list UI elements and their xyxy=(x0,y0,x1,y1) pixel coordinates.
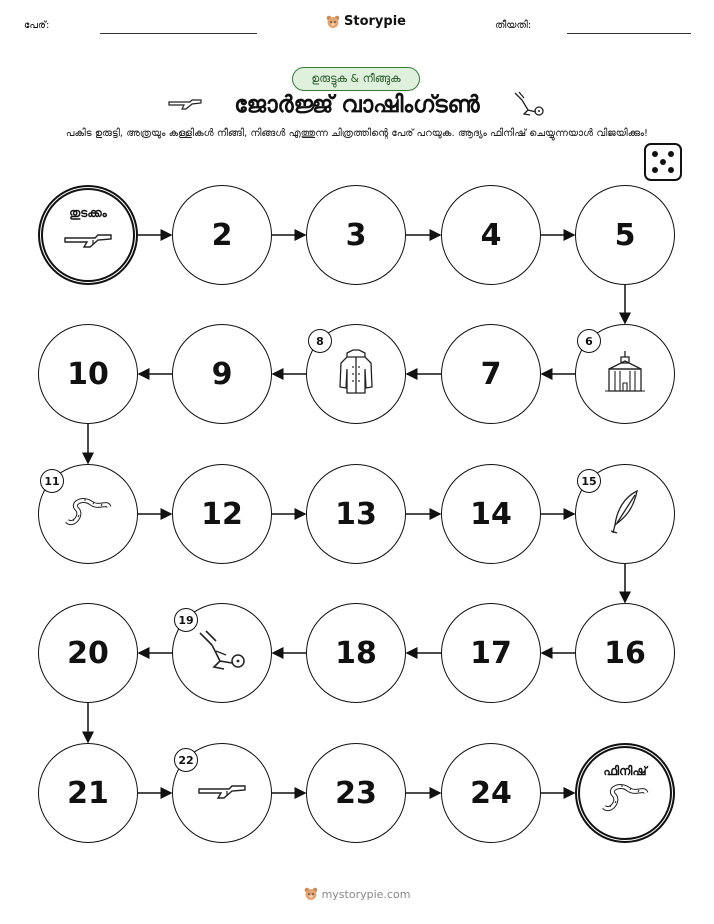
coat-icon xyxy=(337,347,375,401)
space-number-badge: 15 xyxy=(577,469,601,493)
board-space-13[interactable] xyxy=(306,464,406,564)
plow-icon xyxy=(196,629,248,677)
space-number: 10 xyxy=(67,356,109,392)
space-number: 12 xyxy=(201,496,243,532)
space-number: 16 xyxy=(604,635,646,671)
board-space-21[interactable] xyxy=(38,743,138,843)
board-space-2[interactable] xyxy=(172,185,272,285)
brand-name: Storypie xyxy=(344,14,406,29)
board-space-9[interactable] xyxy=(172,324,272,424)
bear-icon xyxy=(304,887,318,901)
space-number: 23 xyxy=(335,775,377,811)
space-number: 3 xyxy=(345,217,367,253)
board-space-16[interactable] xyxy=(575,603,675,703)
space-number-badge: 11 xyxy=(40,469,64,493)
start-label: തുടക്കം xyxy=(69,206,107,220)
board-space-12[interactable] xyxy=(172,464,272,564)
board-space-17[interactable] xyxy=(441,603,541,703)
space-number: 9 xyxy=(211,356,233,392)
date-label: തീയതി: xyxy=(495,20,532,31)
measuring-tape-icon xyxy=(600,781,650,819)
musket-icon xyxy=(63,229,113,255)
space-number-badge: 8 xyxy=(308,329,332,353)
board-space-20[interactable] xyxy=(38,603,138,703)
space-number: 20 xyxy=(67,635,109,671)
page-title: ജോർജ്ജ് വാഷിംഗ്ടൺ xyxy=(234,92,480,118)
space-number: 2 xyxy=(211,217,233,253)
footer-url: mystorypie.com xyxy=(321,887,411,901)
board-space-18[interactable] xyxy=(306,603,406,703)
space-number: 5 xyxy=(614,217,636,253)
space-number-badge: 19 xyxy=(174,608,198,632)
space-number: 17 xyxy=(470,635,512,671)
space-number: 4 xyxy=(480,217,502,253)
board-space-24[interactable] xyxy=(441,743,541,843)
board-space-4[interactable] xyxy=(441,185,541,285)
board-space-14[interactable] xyxy=(441,464,541,564)
board-space-3[interactable] xyxy=(306,185,406,285)
musket-icon xyxy=(197,780,247,806)
game-type-pill: ഉരുട്ടുക & നീങ്ങുക xyxy=(292,67,420,91)
name-label: പേര്: xyxy=(24,20,50,31)
space-number: 21 xyxy=(67,775,109,811)
space-number-badge: 6 xyxy=(577,329,601,353)
space-number: 13 xyxy=(335,496,377,532)
board-space-1[interactable] xyxy=(38,185,138,285)
board-space-10[interactable] xyxy=(38,324,138,424)
instructions: പകിട ഉരുട്ടി, അത്രയും കള്ളികൾ നീങ്ങി, നിങ്ങൾ എത്തുന്ന ചിത്രത്തിന്റെ പേര് പറയുക. ആദ്യം ഫിനിഷ് ചെയ്യുന്നയാൾ വിജയിക്കും! xyxy=(65,128,649,139)
building-icon xyxy=(603,349,647,399)
board-space-5[interactable] xyxy=(575,185,675,285)
board-space-7[interactable] xyxy=(441,324,541,424)
measuring-tape-icon xyxy=(63,495,113,533)
space-number: 14 xyxy=(470,496,512,532)
footer xyxy=(0,887,714,901)
space-number: 24 xyxy=(470,775,512,811)
board-space-25[interactable] xyxy=(575,743,675,843)
finish-label: ഫിനിഷ് xyxy=(603,764,647,778)
board-space-23[interactable] xyxy=(306,743,406,843)
space-number: 7 xyxy=(480,356,502,392)
space-number: 18 xyxy=(335,635,377,671)
space-number-badge: 22 xyxy=(174,748,198,772)
quill-icon xyxy=(607,489,643,539)
